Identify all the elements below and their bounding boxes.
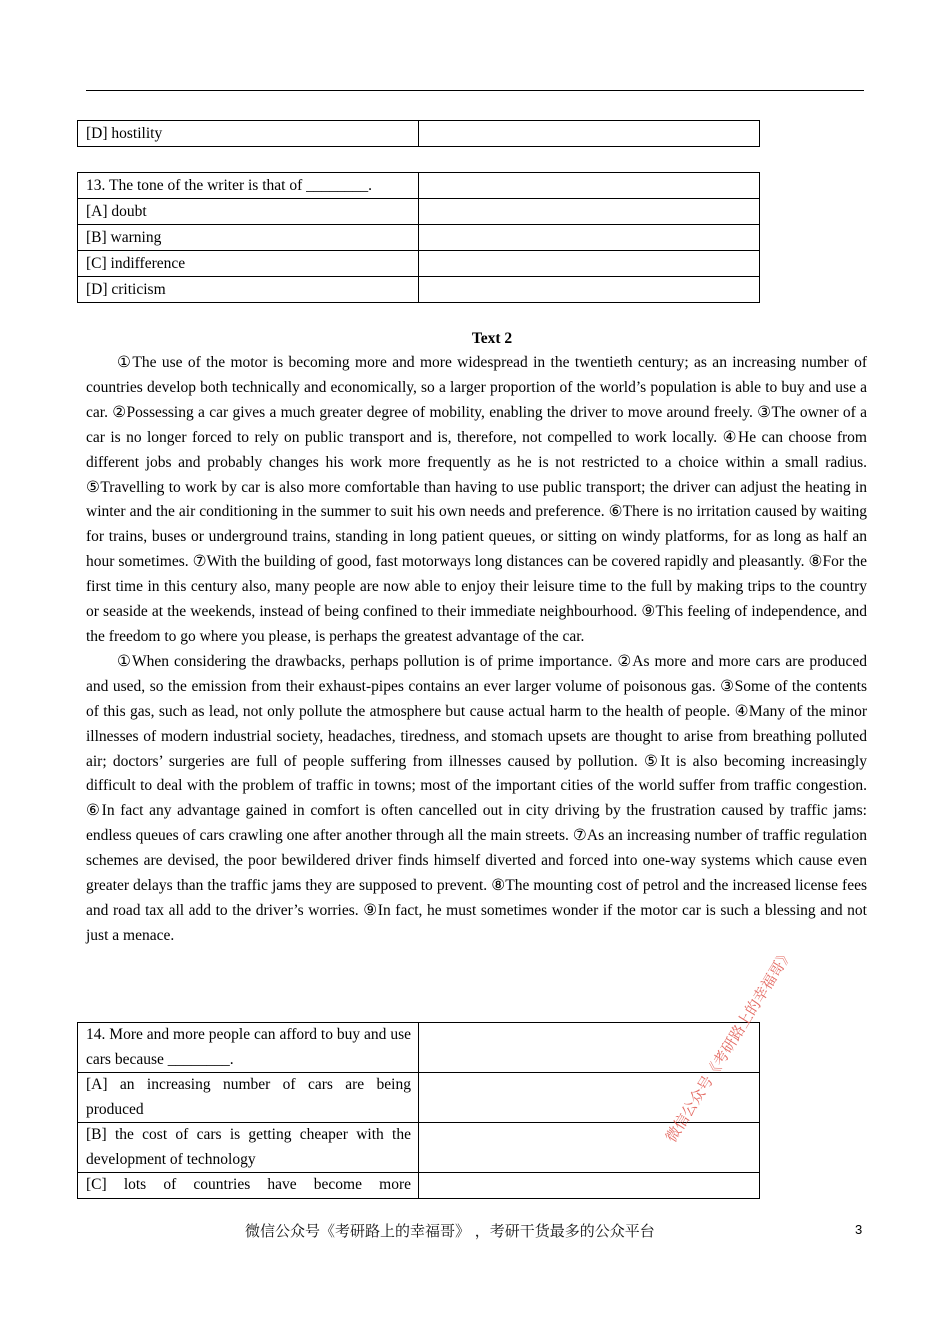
watermark: 微信公众号《考研路上的幸福哥》 xyxy=(662,945,797,1146)
table-row xyxy=(78,251,760,277)
answer-cell xyxy=(419,173,760,199)
option-d: [D] hostility xyxy=(78,121,419,147)
answer-cell xyxy=(419,121,760,147)
table-row xyxy=(78,1123,760,1173)
option-c: [C] indifference xyxy=(78,251,419,277)
table-row xyxy=(78,277,760,303)
table-row xyxy=(78,199,760,225)
answer-cell xyxy=(419,225,760,251)
table-row xyxy=(78,1173,760,1199)
question-13-table xyxy=(77,172,760,303)
answer-cell xyxy=(419,1173,760,1199)
answer-cell xyxy=(419,199,760,225)
table-row xyxy=(78,121,760,147)
passage-paragraph-2: ①When considering the drawbacks, perhaps pollution is of prime importance. ②As more and more cars are produced and used, so the emission from their exhaust-pipes contains an ever larger volume of poisonous gas. ③Some of the contents of this gas, such as lead, not only pollute the atmosphere but cause actual harm to the health of people. ④Many of the minor illnesses of modern industrial society, headaches, tiredness, and stomach upsets are thought to arise from breathing polluted air; doctors’ surgeries are full of people suffering from illnesses caused by pollution. ⑤It is also becoming increasingly difficult to deal with the problem of traffic in towns; most of the important cities of the world suffer from traffic congestion. ⑥In fact any advantage gained in comfort is often cancelled out in city driving by the frustration caused by traffic jams: endless queues of cars crawling one after another through all the main streets. ⑦As an increasing number of traffic regulation schemes are devised, the poor bewildered driver finds himself diverted and forced into one-way systems which cause even greater delays than the traffic jams they are supposed to prevent. ⑧The mounting cost of petrol and the increased license fees and road tax all add to the driver’s worries. ⑨In fact, he must sometimes wonder if the motor car is such a blessing and not just a menace. xyxy=(86,652,867,944)
question-stem: 14. More and more people can afford to buy and use cars because ________. xyxy=(78,1023,419,1073)
answer-cell xyxy=(419,1123,760,1173)
section-title: Text 2 xyxy=(471,330,513,347)
answer-cell xyxy=(419,251,760,277)
table-row xyxy=(78,173,760,199)
passage-paragraph-1: ①The use of the motor is becoming more and more widespread in the twentieth century; as an increasing number of countries develop both technically and economically, so a larger proportion of the world’s population is able to buy and use a car. ②Possessing a car gives a much greater degree of mobility, enabling the driver to move around freely. ③The owner of a car is no longer forced to rely on public transport and is, therefore, not compelled to work locally. ④He can choose from different jobs and probably changes his work more frequently as he is not restricted to a choice within a small radius. ⑤Travelling to work by car is also more comfortable than having to use public transport; the driver can adjust the heating in winter and the air conditioning in the summer to suit his own needs and preference. ⑥There is no irritation caused by waiting for trains, buses or underground trains, standing in long patient queues, or sitting on windy platforms, for as long as half an hour sometimes. ⑦With the building of good, fast motorways long distances can be covered rapidly and pleasantly. ⑧For the first time in this century also, many people are now able to enjoy their leisure time to the full by making trips to the country or seaside at the weekends, instead of being confined to their immediate neighbourhood. ⑨This feeling of independence, and the freedom to go where you please, is perhaps the greatest advantage of the car. xyxy=(86,354,867,645)
table-row xyxy=(78,1073,760,1123)
table-row xyxy=(78,1023,760,1073)
table-row xyxy=(78,225,760,251)
page-number: 3 xyxy=(855,1222,863,1237)
question-stem: 13. The tone of the writer is that of ________. xyxy=(78,173,419,199)
question-12-tail-table xyxy=(77,120,760,147)
question-14-table xyxy=(77,1022,760,1199)
footer-text: 微信公众号《考研路上的幸福哥》 ，考研干货最多的公众平台 xyxy=(245,1222,655,1240)
header-rule xyxy=(86,90,864,91)
option-a: [A] an increasing number of cars are being produced xyxy=(78,1073,419,1123)
option-a: [A] doubt xyxy=(78,199,419,225)
answer-cell xyxy=(419,277,760,303)
option-b: [B] warning xyxy=(78,225,419,251)
passage-body xyxy=(86,351,867,949)
option-d: [D] criticism xyxy=(78,277,419,303)
option-c: [C] lots of countries have become more xyxy=(78,1173,419,1199)
option-b: [B] the cost of cars is getting cheaper with the development of technology xyxy=(78,1123,419,1173)
